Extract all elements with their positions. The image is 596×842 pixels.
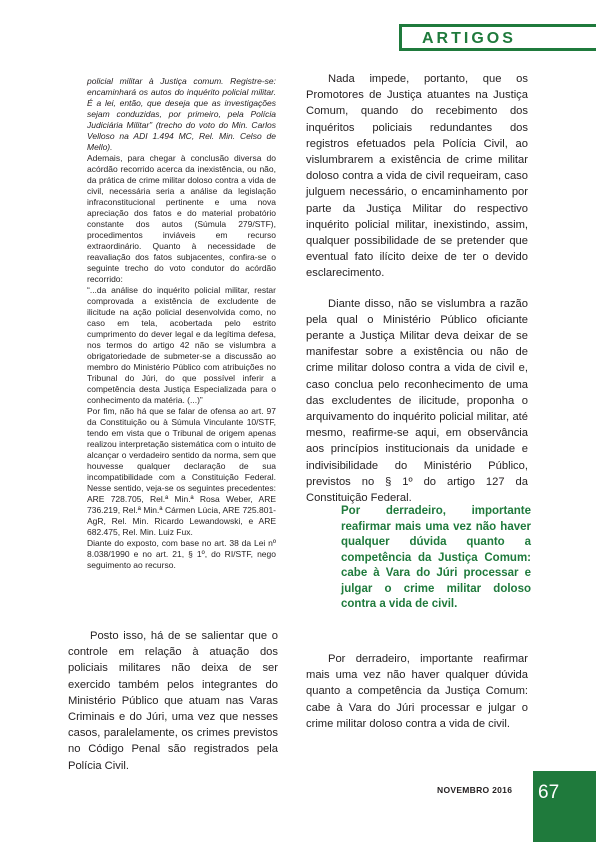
quote-paragraph: policial militar à Justiça comum. Registre-se: encaminhará os autos do inquérito policial militar. É a lei, então, que deseja que as investigações sejam conduzidas, por primeiro, pela Polícia Judiciária Militar” (trecho do voto do Min. Carlos Velloso na ADI 1.494 MC, Rel. Min. Celso de Mello). [87,76,276,152]
right-column-final [306,651,528,732]
quote-paragraph: “...da análise do inquérito policial militar, restar comprovada a existência de excludente de ilicitude na ação policial desenvolvida como, no caso em tela, acobertada pelo estrito cumprimento do dever legal e da legítima defesa, nos termos do artigo 42 não se vislumbra a obrigatoriedade de submeter-se a discussão ao membro do Ministério Público com atribuições no Tribunal do Júri, do que possível inferir a competência desta Justiça Especializada para o conhecimento da matéria. (...)” [87,285,276,405]
case-law-quote [87,76,276,571]
body-paragraph: Por derradeiro, importante reafirmar mais uma vez não haver qualquer dúvida quanto a competência da Justiça Comum: cabe à Vara do Júri processar e julgar o crime militar doloso contra a vida de civil. [306,653,528,730]
issue-date: NOVEMBRO 2016 [437,785,513,795]
page-number-text: 67 [538,782,560,803]
body-paragraph: Nada impede, portanto, que os Promotores de Justiça atuantes na Justiça Comum, quando do recebimento dos inquéritos policiais redundantes dos registros efetuados pela Polícia Civil, ao vislumbrarem a existência de crime militar doloso contra a vida de civil requeiram, caso julguem necessário, o encaminhamento por parte da Justiça Militar do respectivo inquérito policial militar, inexistindo, assim, qualquer possibilidade de se pretender que eventual fato ilícito deixe de ter o devido esclarecimento. [306,73,528,280]
quote-paragraph: Por fim, não há que se falar de ofensa ao art. 97 da Constituição ou à Súmula Vinculante 10/STF, tendo em vista que o Tribunal de origem apenas realizou interpretação sistemática com o intuito de alcançar o verdadeiro sentido da norma, sem que houvesse qualquer declaração de sua incompatibilidade com a Constituição Federal. Nesse sentido, veja-se os seguintes precedentes: ARE 728.705, Rel.ª Min.ª Rosa Weber, ARE 736.219, Rel.ª Min.ª Cármen Lúcia, ARE 725.801-AgR, Rel. Min. Ricardo Lewandowski, e ARE 682.475, Rel. Min. Luiz Fux. [87,406,276,537]
body-paragraph: Diante disso, não se vislumbra a razão pela qual o Ministério Público oficiante perante a Justiça Militar deva deixar de se manifestar sobre a existência ou não de crime militar doloso contra a vida de civil e, caso conclua pelo reconhecimento de uma das excludentes de ilicitude, proponha o arquivamento do inquérito policial militar, até mesmo, reafirme-se aqui, em observância aos princípios institucionais da unidade e indivisibilidade do Ministério Público, previstos no § 1º do artigo 127 da Constituição Federal. [306,297,528,505]
left-body-text [68,628,278,774]
page-number [533,771,596,842]
quote-paragraph: Diante do exposto, com base no art. 38 da Lei nº 8.038/1990 e no art. 21, § 1º, do RI/STF, nego seguimento ao recurso. [87,538,276,570]
quote-paragraph: Ademais, para chegar à conclusão diversa do acórdão recorrido acerca da inexistência, ou não, da prática de crime militar doloso contra a vida de civil, necessária seria a análise da legislação infraconstitucional pertinente e uma nova apreciação dos fatos e do material probatório constante dos autos (Súmula 279/STF), procedimentos inviáveis em recurso extraordinário. Quanto à necessidade de reavaliação dos fatos subjacentes, confira-se o seguinte trecho do voto condutor do acórdão recorrido: [87,153,276,284]
right-column [306,71,528,506]
pull-quote: Por derradeiro, importante reafirmar mais uma vez não haver qualquer dúvida quanto a competência da Justiça Comum: cabe à Vara do Júri processar e julgar o crime militar doloso contra a vida de civil. [341,505,531,610]
section-header-tab [399,24,596,51]
section-title: ARTIGOS [422,30,516,47]
body-paragraph: Posto isso, há de se salientar que o controle em relação à atuação dos policiais militares não deixa de ser exercido também pelos integrantes do Ministério Público que atuam nas Varas Criminais e do Júri, uma vez que nesses casos, paralelamente, os crimes previstos no Código Penal são registrados pela Polícia Civil. [68,630,278,772]
